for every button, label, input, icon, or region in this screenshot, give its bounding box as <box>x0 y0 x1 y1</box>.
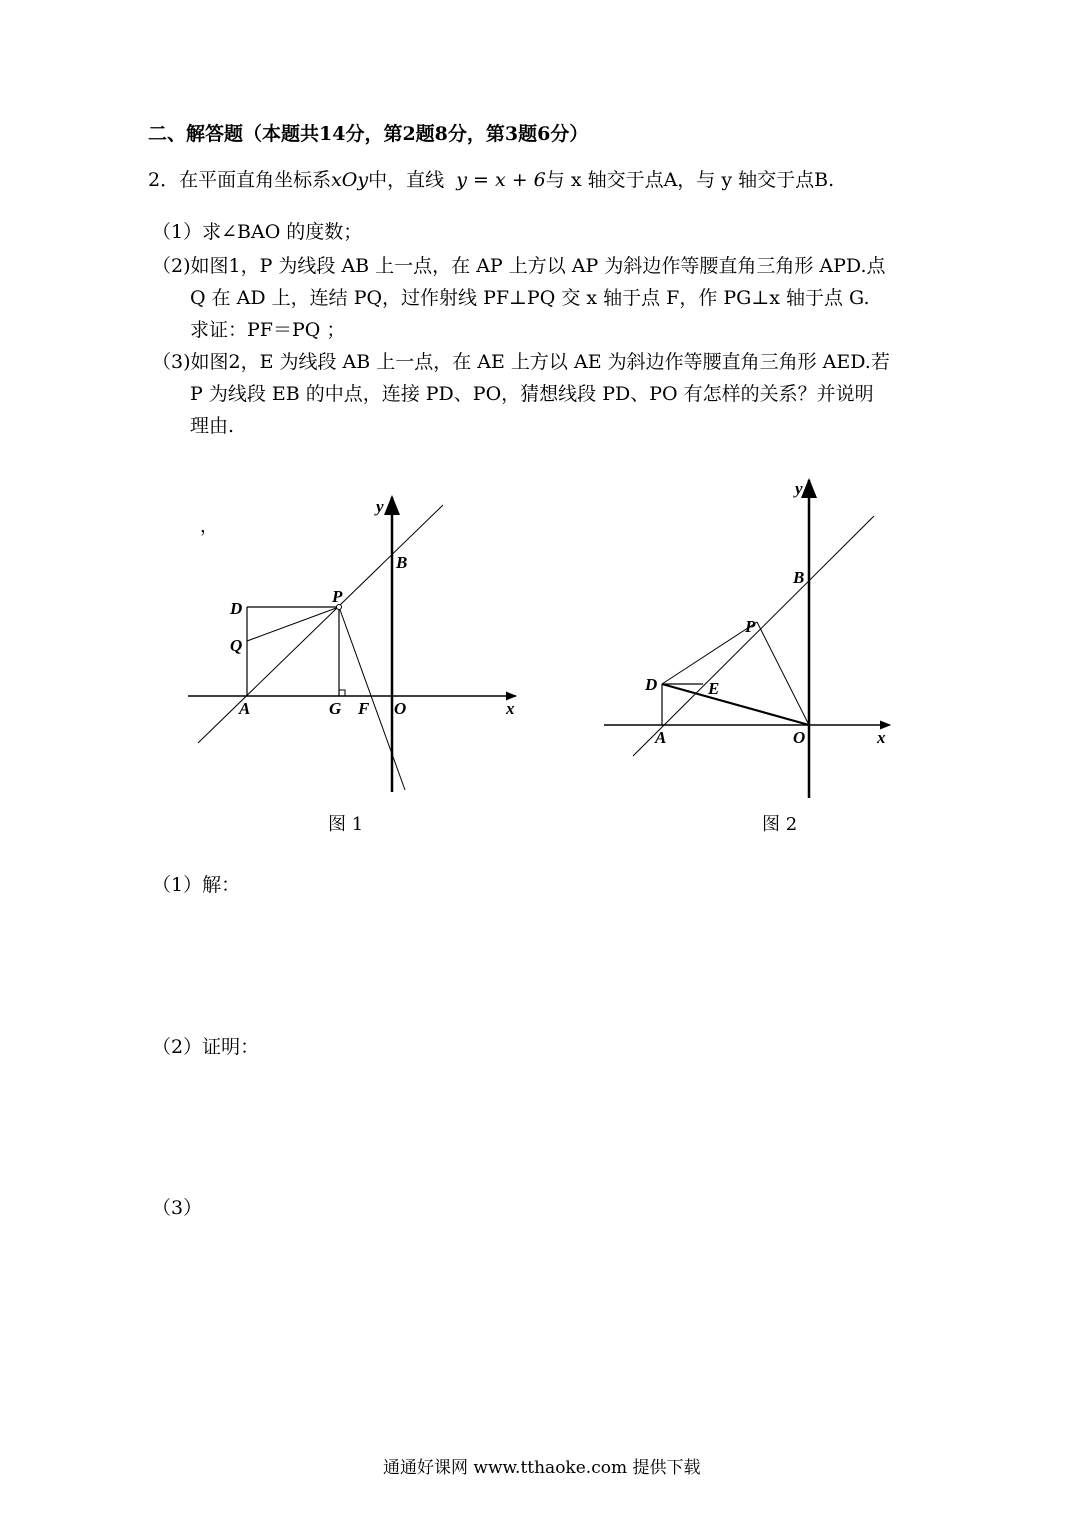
fig2-segment-dp <box>662 622 757 684</box>
fig2-label-y: y <box>795 479 803 498</box>
fig1-label-x: x <box>506 699 515 718</box>
fig1-stray-mark: ， <box>200 516 218 536</box>
fig2-label-o: O <box>793 728 806 747</box>
fig1-label-g: G <box>329 699 342 718</box>
question-1: （1）求∠BAO 的度数； <box>152 221 363 243</box>
problem-intro <box>148 167 834 193</box>
fig2-segment-po <box>757 622 809 725</box>
intro-coord: xOy <box>331 169 369 191</box>
question-2-line-2: Q 在 AD 上，连结 PQ，过作射线 PF⊥PQ 交 x 轴于点 F，作 PG⊥x 轴于点 G. <box>190 287 870 309</box>
question-3-line-1: （3)如图2，E 为线段 AB 上一点，在 AE 上方以 AE 为斜边作等腰直角三角形 AED.若 <box>152 351 890 373</box>
figure-1 <box>175 485 535 815</box>
question-3-line-2: P 为线段 EB 的中点，连接 PD、PO，猜想线段 PD、PO 有怎样的关系？并说明 <box>190 383 874 405</box>
answer-1-label: （1）解： <box>152 874 241 896</box>
fig2-label-a: A <box>655 728 667 747</box>
fig1-label-p: P <box>332 587 343 606</box>
fig1-label-d: D <box>230 599 243 618</box>
question-2-line-3: 求证：PF＝PQ ； <box>190 319 346 341</box>
fig2-label-b: B <box>793 568 805 587</box>
intro-suffix: 与 x 轴交于点A，与 y 轴交于点B. <box>545 169 835 191</box>
page-footer: 通通好课网 www.tthaoke.com 提供下载 <box>383 1458 701 1478</box>
section-heading: 二、解答题（本题共14分，第2题8分，第3题6分） <box>148 123 589 145</box>
fig1-label-y: y <box>376 497 384 516</box>
fig2-label-p: P <box>745 617 756 636</box>
fig1-segment-pq <box>247 607 339 641</box>
fig2-label-e: E <box>708 679 720 698</box>
intro-equation: y = x + 6 <box>456 169 546 191</box>
intro-prefix: 2．在平面直角坐标系 <box>148 169 332 191</box>
fig1-label-b: B <box>396 553 408 572</box>
figure-1-caption: 图 1 <box>328 814 364 835</box>
fig1-label-a: A <box>239 699 251 718</box>
answer-3-label: （3） <box>152 1197 203 1219</box>
fig2-label-d: D <box>645 675 658 694</box>
answer-2-label: （2）证明： <box>152 1036 260 1058</box>
question-3-line-3: 理由. <box>190 415 235 437</box>
fig1-label-q: Q <box>230 636 243 655</box>
fig2-label-x: x <box>877 728 886 747</box>
figure-2-caption: 图 2 <box>762 814 798 835</box>
fig1-label-f: F <box>358 699 370 718</box>
fig1-right-angle-mark <box>339 690 345 696</box>
fig2-line-ab <box>633 516 874 756</box>
question-2-line-1: （2)如图1，P 为线段 AB 上一点，在 AP 上方以 AP 为斜边作等腰直角三角形 APD.点 <box>152 255 886 277</box>
figure-2 <box>595 470 905 805</box>
intro-mid: 中，直线 <box>368 169 445 191</box>
fig1-label-o: O <box>394 699 407 718</box>
